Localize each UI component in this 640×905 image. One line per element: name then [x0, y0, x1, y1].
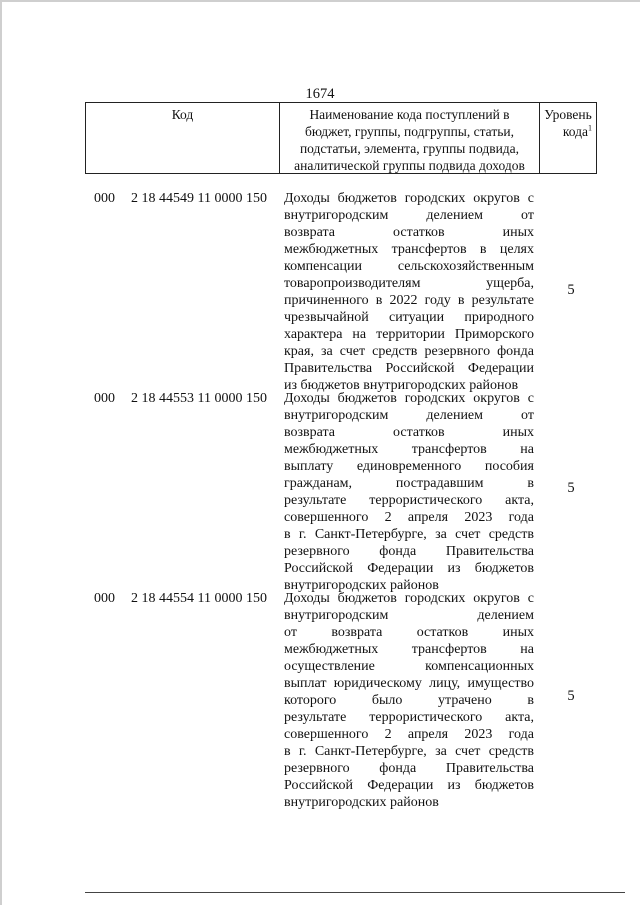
code-level: 5	[567, 282, 575, 298]
header-level-line1: Уровень	[544, 107, 592, 122]
description-line: результате террористического акта,	[284, 710, 534, 725]
description-line: возврата остатков иных	[284, 425, 534, 440]
header-level-cell	[540, 103, 596, 173]
footnote-marker: 1	[588, 123, 592, 133]
revenue-description	[284, 590, 534, 811]
description-line: Российской Федерации из бюджетов	[284, 778, 534, 793]
description-line: от возврата остатков иных	[284, 625, 534, 640]
description-line: внутригородским делением	[284, 608, 534, 623]
header-level-label: кода	[562, 124, 588, 139]
table-header	[85, 102, 597, 174]
description-line: внутригородских районов	[284, 578, 439, 593]
description-line: причиненного в 2022 году в результате	[284, 293, 534, 308]
description-line: межбюджетных трансфертов в целях	[284, 242, 534, 257]
description-line: Российской Федерации из бюджетов	[284, 561, 534, 576]
header-name-line: подстатьи, элемента, группы подвида,	[299, 141, 520, 156]
scan-edge-left	[0, 0, 2, 905]
description-line: компенсации сельскохозяйственным	[284, 259, 534, 274]
scan-edge-top	[0, 0, 640, 2]
description-line: чрезвычайной ситуации природного	[284, 310, 534, 325]
description-line: результате террористического акта,	[284, 493, 534, 508]
code-level: 5	[567, 688, 575, 704]
description-line: характера на территории Приморского	[284, 327, 534, 342]
header-name-line: аналитической группы подвида доходов	[294, 158, 525, 173]
revenue-description	[284, 390, 534, 594]
description-line: совершенного 2 апреля 2023 года	[284, 727, 534, 742]
description-line: выплат юридическому лицу, имущество	[284, 676, 534, 691]
code-level: 5	[567, 480, 575, 496]
revenue-description	[284, 190, 534, 394]
description-line: возврата остатков иных	[284, 225, 534, 240]
header-code-cell	[86, 103, 280, 173]
description-line: внутригородским делением от	[284, 208, 534, 223]
header-name-cell	[280, 103, 540, 173]
admin-code: 000	[94, 391, 115, 406]
description-line: Доходы бюджетов городских округов с	[284, 591, 534, 606]
admin-code: 000	[94, 191, 115, 206]
description-line: товаропроизводителям ущерба,	[284, 276, 534, 291]
description-line: Доходы бюджетов городских округов с	[284, 191, 534, 206]
description-line: края, за счет средств резервного фонда	[284, 344, 534, 359]
bottom-rule	[85, 892, 625, 893]
description-line: внутригородским делением от	[284, 408, 534, 423]
description-line: в г. Санкт-Петербурге, за счет средств	[284, 744, 534, 759]
description-line: Правительства Российской Федерации	[284, 361, 534, 376]
header-name-line: Наименование кода поступлений в	[309, 107, 510, 122]
description-line: резервного фонда Правительства	[284, 761, 534, 776]
header-code-label: Код	[171, 107, 194, 122]
description-line: гражданам, пострадавшим в	[284, 476, 534, 491]
description-line: которого было утрачено в	[284, 693, 534, 708]
description-line: Доходы бюджетов городских округов с	[284, 391, 534, 406]
revenue-code: 2 18 44554 11 0000 150	[131, 591, 267, 606]
description-line: осуществление компенсационных	[284, 659, 534, 674]
revenue-code: 2 18 44553 11 0000 150	[131, 391, 267, 406]
description-line: межбюджетных трансфертов на	[284, 442, 534, 457]
page-number: 1674	[305, 86, 335, 102]
header-level-line2	[540, 123, 596, 140]
description-line: из бюджетов внутригородских районов	[284, 378, 519, 393]
revenue-code: 2 18 44549 11 0000 150	[131, 191, 267, 206]
description-line: межбюджетных трансфертов на	[284, 642, 534, 657]
description-line: резервного фонда Правительства	[284, 544, 534, 559]
description-line: совершенного 2 апреля 2023 года	[284, 510, 534, 525]
description-line: внутригородских районов	[284, 795, 439, 810]
description-line: выплату единовременного пособия	[284, 459, 534, 474]
header-name-line: бюджет, группы, подгруппы, статьи,	[305, 124, 514, 139]
admin-code: 000	[94, 591, 115, 606]
description-line: в г. Санкт-Петербурге, за счет средств	[284, 527, 534, 542]
